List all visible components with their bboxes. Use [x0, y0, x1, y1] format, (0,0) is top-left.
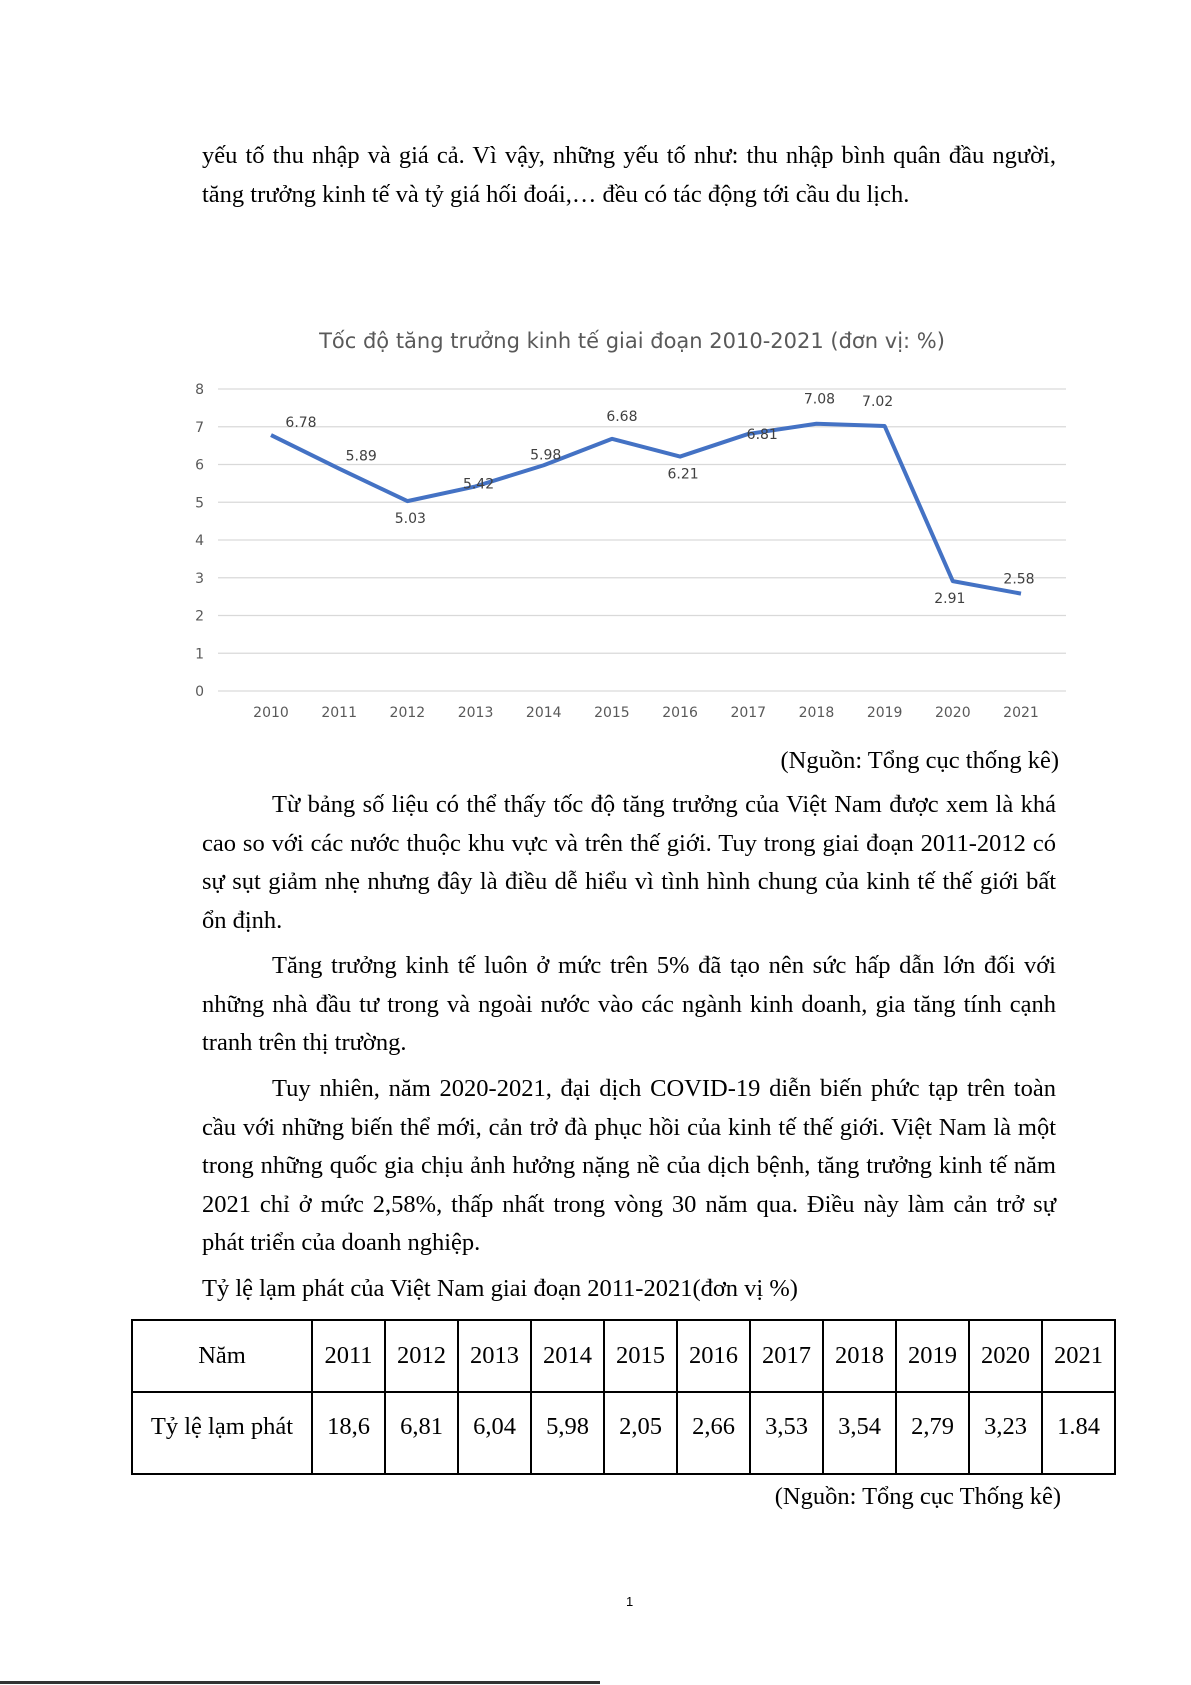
data-label: 5.42	[462, 476, 495, 493]
data-label: 7.02	[862, 393, 894, 410]
data-label: 2.58	[1003, 571, 1035, 588]
x-tick-label: 2015	[594, 705, 630, 721]
y-tick-label: 0	[195, 684, 204, 700]
inflation-value-cell: 3,54	[823, 1392, 896, 1474]
footer-rule	[0, 1681, 600, 1684]
series-line	[271, 424, 1021, 594]
chart-source: (Nguồn: Tổng cục thống kê)	[780, 747, 1059, 774]
data-label: 6.21	[667, 466, 699, 483]
paragraph-2: Tăng trưởng kinh tế luôn ở mức trên 5% đã tạo nên sức hấp dẫn lớn đối với những nhà đầu tư trong và ngoài nước vào các ngành kinh doanh, gia tăng tính cạnh tranh trên thị trường.	[202, 952, 1056, 1057]
x-tick-label: 2016	[662, 705, 698, 721]
x-tick-label: 2018	[798, 705, 835, 721]
y-tick-label: 6	[195, 457, 204, 474]
x-tick-label: 2013	[457, 705, 494, 721]
x-tick-label: 2014	[525, 705, 562, 721]
inflation-value-cell: 1.84	[1042, 1392, 1115, 1474]
header-label: Năm	[132, 1320, 312, 1392]
y-tick-label: 7	[195, 419, 204, 436]
y-tick-label: 5	[195, 495, 204, 512]
year-cell: 2016	[677, 1320, 750, 1392]
data-label: 6.81	[746, 426, 778, 443]
row-label: Tỷ lệ lạm phát	[132, 1392, 312, 1474]
data-label: 5.89	[345, 448, 377, 465]
data-label: 6.68	[606, 408, 638, 425]
inflation-value-cell: 6,04	[458, 1392, 531, 1474]
data-label: 5.03	[394, 511, 426, 528]
table-source: (Nguồn: Tổng cục Thống kê)	[774, 1483, 1061, 1510]
year-cell: 2020	[969, 1320, 1042, 1392]
inflation-table	[131, 1319, 1116, 1475]
y-tick-label: 8	[195, 382, 204, 398]
x-tick-label: 2012	[389, 705, 426, 721]
year-cell: 2019	[896, 1320, 969, 1392]
x-tick-label: 2011	[321, 705, 358, 721]
y-tick-label: 3	[195, 570, 204, 587]
y-tick-label: 1	[195, 646, 204, 663]
year-cell: 2015	[604, 1320, 677, 1392]
data-label: 6.78	[285, 415, 317, 432]
inflation-value-cell: 3,53	[750, 1392, 823, 1474]
paragraph-3: Tuy nhiên, năm 2020-2021, đại dịch COVID-19 diễn biến phức tạp trên toàn cầu với những biến thể mới, cản trở đà phục hồi của kinh tế thế giới. Việt Nam là một trong những quốc gia chịu ảnh hưởng nặng nề của dịch bệnh, tăng trưởng kinh tế năm 2021 chỉ ở mức 2,58%, thấp nhất trong vòng 30 năm qua. Điều này làm cản trở sự phát triển của doanh nghiệp.	[202, 1075, 1056, 1257]
year-cell: 2014	[531, 1320, 604, 1392]
inflation-value-cell: 5,98	[531, 1392, 604, 1474]
x-tick-label: 2020	[934, 705, 971, 721]
year-cell: 2011	[312, 1320, 385, 1392]
year-cell: 2013	[458, 1320, 531, 1392]
inflation-value-cell: 6,81	[385, 1392, 458, 1474]
inflation-value-cell: 3,23	[969, 1392, 1042, 1474]
growth-line-chart	[190, 310, 1070, 730]
table-caption: Tỷ lệ lạm phát của Việt Nam giai đoạn 2011-2021(đơn vị %)	[202, 1275, 798, 1302]
chart-title: Tốc độ tăng trưởng kinh tế giai đoạn 2010-2021 (đơn vị: %)	[319, 329, 945, 353]
data-label: 5.98	[530, 447, 562, 464]
year-cell: 2012	[385, 1320, 458, 1392]
inflation-value-cell: 2,79	[896, 1392, 969, 1474]
table-row	[132, 1392, 1115, 1474]
inflation-value-cell: 18,6	[312, 1392, 385, 1474]
year-cell: 2017	[750, 1320, 823, 1392]
data-label: 2.91	[934, 591, 966, 608]
data-label: 7.08	[803, 391, 836, 408]
intro-paragraph: yếu tố thu nhập và giá cả. Vì vậy, những yếu tố như: thu nhập bình quân đầu người, tăng trưởng kinh tế và tỷ giá hối đoái,… đều có tác động tới cầu du lịch.	[202, 142, 1056, 208]
y-tick-label: 2	[195, 608, 204, 625]
x-tick-label: 2010	[253, 705, 289, 721]
table-header-row	[132, 1320, 1115, 1392]
x-tick-label: 2017	[730, 705, 767, 721]
year-cell: 2018	[823, 1320, 896, 1392]
page-number: 1	[626, 1594, 634, 1609]
x-tick-label: 2019	[866, 705, 903, 721]
x-tick-label: 2021	[1003, 705, 1039, 721]
inflation-value-cell: 2,66	[677, 1392, 750, 1474]
y-tick-label: 4	[195, 533, 204, 549]
year-cell: 2021	[1042, 1320, 1115, 1392]
paragraph-1: Từ bảng số liệu có thể thấy tốc độ tăng trưởng của Việt Nam được xem là khá cao so với các nước thuộc khu vực và trên thế giới. Tuy trong giai đoạn 2011-2012 có sự sụt giảm nhẹ nhưng đây là điều dễ hiểu vì tình hình chung của kinh tế thế giới bất ổn định.	[202, 791, 1056, 934]
inflation-value-cell: 2,05	[604, 1392, 677, 1474]
